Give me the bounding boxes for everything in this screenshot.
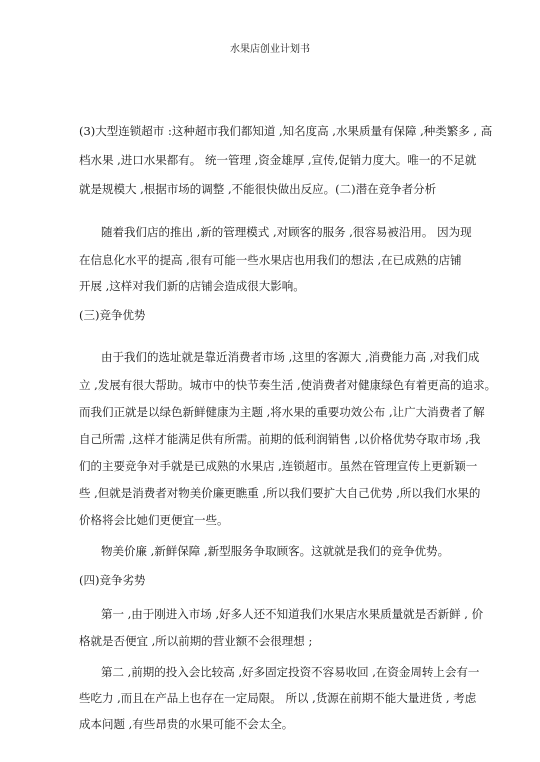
- text-line: 由于我们的选址就是靠近消费者市场 ,这里的客源大 ,消费能力高 ,对我们成: [101, 350, 480, 364]
- text-line: 些 ,但就是消费者对物美价廉更瞧重 ,所以我们要扩大自己优势 ,所以我们水果的: [79, 486, 481, 500]
- section-heading: (四)竞争劣势: [79, 573, 146, 587]
- text-line: 物美价廉 ,新鲜保障 ,新型服务争取顾客。这就就是我们的竞争优势。: [101, 544, 450, 558]
- text-line: 第一 ,由于刚进入市场 ,好多人还不知道我们水果店水果质量就是否新鲜 , 价: [101, 607, 484, 621]
- text-line: 们的主要竞争对手就是已成熟的水果店 ,连锁超市。虽然在管理宣传上更新颖一: [79, 459, 478, 473]
- text-line: 格就是否便宜 ,所以前期的营业额不会很理想 ;: [79, 634, 313, 648]
- text-line: 些吃力 ,而且在产品上也存在一定局限。 所以 ,货源在前期不能大量进货 , 考虑: [79, 691, 477, 705]
- text-line: 开展 ,这样对我们新的店铺会造成很大影响。: [79, 279, 305, 293]
- text-line: 价格将会比她们更便宜一些。: [79, 513, 229, 527]
- text-line: 自己所需 ,这样才能满足供有所需。前期的低利润销售 ,以价格优势夺取市场 ,我: [79, 432, 481, 446]
- text-line: 档水果 ,进口水果都有。 统一管理 ,资金雄厚 ,宣传,促销力度大。唯一的不足就: [79, 153, 477, 167]
- text-line: 成本问题 ,有些昂贵的水果可能不会太全。: [79, 717, 294, 731]
- text-line: 在信息化水平的提高 ,很有可能一些水果店也用我们的想法 ,在已成熟的店铺: [79, 253, 462, 267]
- text-line: 立 ,发展有很大帮助。城市中的快节奏生活 ,使消费者对健康绿色有着更高的追求。: [79, 378, 497, 392]
- section-heading: (三)竞争优势: [79, 308, 146, 322]
- text-line: 随着我们店的推出 ,新的管理模式 ,对顾客的服务 ,很容易被沿用。 因为现: [101, 225, 472, 239]
- text-line: (3)大型连锁超市 :这种超市我们都知道 ,知名度高 ,水果质量有保障 ,种类繁多 , 高: [79, 124, 493, 138]
- text-line: 第二 ,前期的投入会比较高 ,好多固定投资不容易收回 ,在资金周转上会有一: [101, 665, 480, 679]
- text-line: 而我们正就是以绿色新鲜健康为主题 ,将水果的重要功效公布 ,让广大消费者了解: [79, 405, 485, 419]
- page-header: 水果店创业计划书: [230, 44, 310, 55]
- text-line: 就是规模大 ,根据市场的调整 ,不能很快做出反应。(二)潜在竞争者分析: [79, 182, 437, 196]
